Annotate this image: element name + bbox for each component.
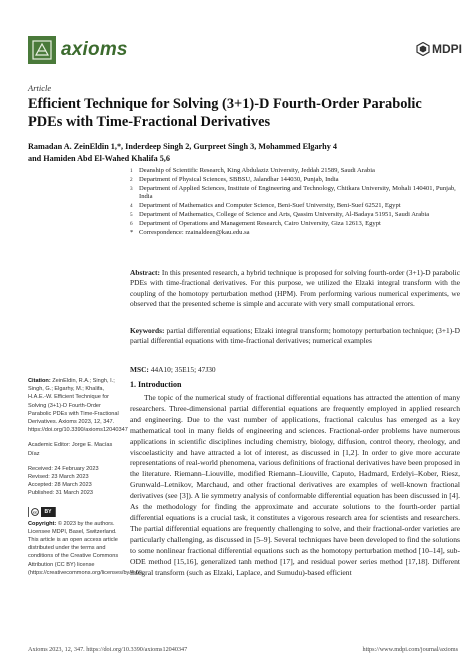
cc-by-license-badge[interactable]	[28, 507, 56, 517]
copyright-text: © 2023 by the authors. Licensee MDPI, Basel, Switzerland. This article is an open access article distributed under the terms and conditions of the Creative Commons Attribution (CC BY) license (https://creativecommons.org/licenses/by/4.0/).	[28, 520, 144, 576]
keywords-label: Keywords:	[130, 326, 165, 335]
footer-journal-url[interactable]: https://www.mdpi.com/journal/axioms	[362, 646, 458, 653]
msc-label: MSC:	[130, 365, 149, 374]
svg-text:cc: cc	[33, 510, 37, 515]
journal-logo[interactable]	[28, 36, 128, 64]
article-dates	[28, 465, 120, 498]
mdpi-icon	[416, 42, 430, 56]
creative-commons-icon	[29, 507, 41, 517]
msc-text: 44A10; 35E15; 47J30	[150, 365, 216, 374]
cc-by-label: BY	[41, 507, 55, 517]
citation-block	[28, 377, 128, 434]
journal-name: axioms	[61, 39, 128, 60]
author-list	[28, 141, 458, 164]
abstract-label: Abstract:	[130, 268, 160, 277]
authors-line-2: and Hamiden Abd El-Wahed Khalifa 5,6	[28, 153, 170, 163]
copyright-label: Copyright:	[28, 520, 57, 527]
publisher-name: MDPI	[432, 42, 462, 56]
keywords	[130, 326, 460, 347]
article-title: Efficient Technique for Solving (3+1)-D Fourth-Order Parabolic PDEs with Time-Fractional Derivatives	[28, 96, 422, 130]
revised-date: Revised: 23 March 2023	[28, 474, 89, 481]
correspondence[interactable]: * Correspondence: rzainaldeen@kau.edu.sa	[130, 228, 250, 236]
abstract	[130, 268, 460, 310]
affiliations	[130, 167, 460, 237]
affiliation-item: 5 Department of Mathematics, College of Science and Arts, Qassim University, Al-Badaya 51951, Saudi Arabia	[130, 210, 430, 218]
article-info-sidebar	[28, 377, 144, 584]
section-heading: 1. Introduction	[130, 380, 182, 389]
publisher-logo[interactable]	[416, 42, 462, 56]
article-type: Article	[28, 83, 52, 93]
affiliation-item: 2 Department of Physical Sciences, SBBSU, Jalandhar 144030, Punjab, India	[130, 175, 339, 183]
affiliation-item: 1 Deanship of Scientific Research, King Abdulaziz University, Jeddah 21589, Saudi Arabia	[130, 167, 375, 174]
page-footer	[28, 646, 458, 653]
copyright-block	[28, 520, 144, 577]
keywords-text: partial differential equations; Elzaki integral transform; homotopy perturbation technique; (3+1)-D partial differential equations with time-fractional derivatives; numerical examples	[130, 326, 460, 346]
abstract-text: In this presented research, a hybrid technique is proposed for solving fourth-order (3+1)-D parabolic PDEs with time-fractional derivatives. For this purpose, we utilized the Elzaki integral transform with the coupling of the homotopy perturbation method (HPM). From performing various numerical experiments, we observed that the presented scheme is simple and accurate with very small computational errors.	[130, 268, 460, 309]
academic-editor: Academic Editor: Jorge E. Macías Díaz	[28, 442, 113, 457]
citation-label: Citation:	[28, 378, 51, 384]
affiliation-item: 4 Department of Mathematics and Computer Science, Beni-Suef University, Beni-Suef 62521, Egypt	[130, 202, 401, 210]
authors-line-1: Ramadan A. ZeinEldin 1,*, Inderdeep Singh 2, Gurpreet Singh 3, Mohammed Elgarhy 4	[28, 142, 337, 151]
received-date: Received: 24 February 2023	[28, 465, 99, 472]
published-date: Published: 31 March 2023	[28, 490, 93, 497]
journal-logo-icon	[28, 36, 56, 64]
affiliation-item: 3 Department of Applied Sciences, Institute of Engineering and Technology, Chitkara University, Mohali 140401, Punjab, India	[130, 184, 456, 201]
affiliation-item: 6 Department of Operations and Management Research, Cairo University, Giza 12613, Egypt	[130, 219, 381, 227]
msc-codes	[130, 365, 460, 375]
introduction-paragraph: The topic of the numerical study of fractional differential equations has attracted the attention of many researchers. Three-dimensional partial differential equations are frequently employed in applied research and engineering. Due to the vast number of applications, fractional calculus has emerged as a key mathematical tool in many fields of engineering and sciences. Fractional-order problems have numerous applications in scientific disciplines including chemistry, biology, diffusion, control theory, rheology, and viscoelasticity and have attracted a lot of interest, as discussed in [1,2]. In order to give more accurate representations of real-world phenomena, various definitions of fractional derivatives have been proposed in the literature. Riemann–Liouville, modified Riemann–Liouville, Caputo, Hadmard, Erdelyi–Kober, Riesz, Grunwald–Letnikov, Marchaud, and other fractional derivatives are examples of well-known fractional derivatives (see [3]). A lie symmetry analysis of conformable differential equation has been discussed in [4]. As the methodology for finding the approximate and accurate solutions to the fourth-order partial differential equations is a crucial task, it constitutes a vigorous research area for scientists and researchers. The partial differential equations are frequently challenging to solve, and their fractional-order varieties are particularly challenging, as discussed in [5–9]. Several techniques have been developed to find the solutions to some nonlinear fractional differential equations such as the homotopy perturbation method [10–14], sub-ODE method [15,16], generalized tanh method [17], and residual power series method [17,18]. Different integral transform (such as Elzaki, Laplace, and Sumudu)-based efficient	[130, 393, 460, 577]
accepted-date: Accepted: 28 March 2023	[28, 482, 92, 489]
citation-text[interactable]: ZeinEldin, R.A.; Singh, I.; Singh, G.; Elgarhy, M.; Khalifa, H.A.E.-W. Efficient Technique for Solving (3+1)-D Fourth-Order Parabolic PDEs with Time-Fractional Derivatives. Axioms 2023, 12, 347. https://doi.org/10.3390/axioms12040347	[28, 378, 128, 434]
footer-citation[interactable]: Axioms 2023, 12, 347. https://doi.org/10.3390/axioms12040347	[28, 646, 188, 653]
